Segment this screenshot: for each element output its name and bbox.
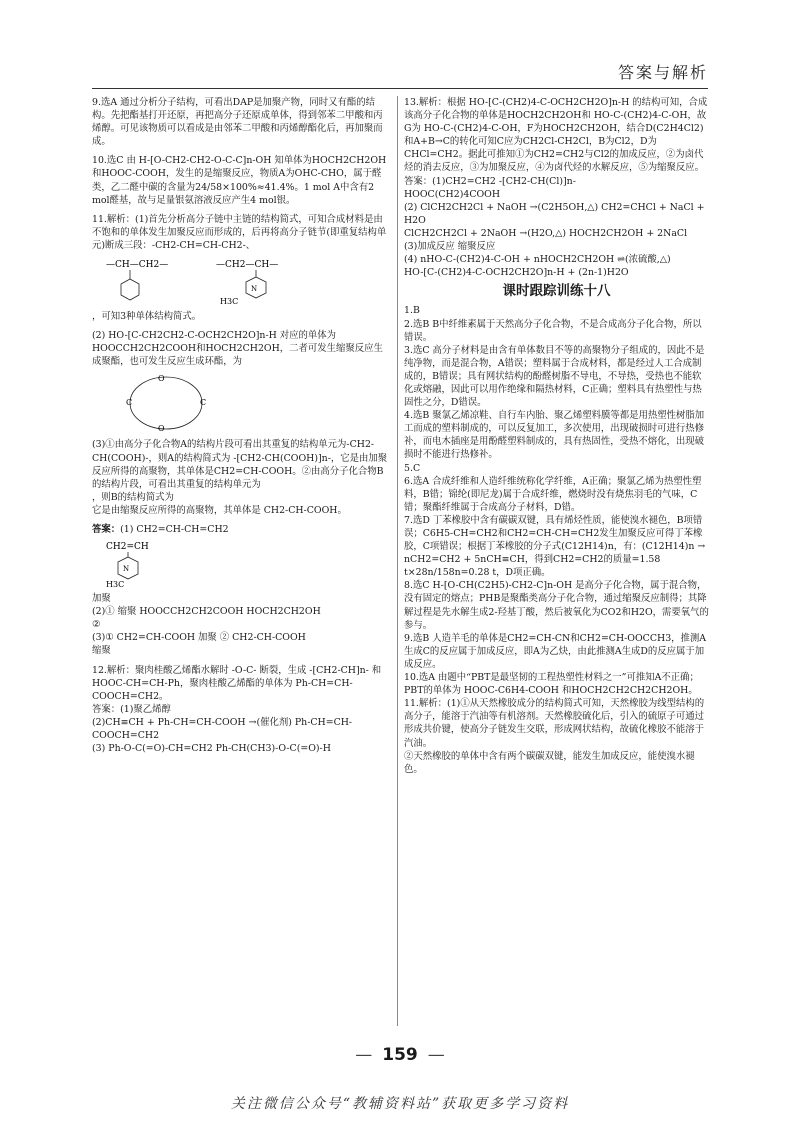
- answer-q13-item4b: HO-[C-(CH2)4-C-OCH2CH2O]n-H + (2n-1)H2O: [404, 267, 629, 279]
- section-title: 课时跟踪训练十八: [502, 283, 611, 300]
- svg-text:H3C: H3C: [220, 297, 239, 307]
- answer-q11-item1-text: (1) CH2=CH-CH=CH2: [120, 523, 229, 535]
- page-number-dash-left: —: [355, 1045, 373, 1065]
- exercise-3: 3.选C 高分子材料是由含有单体数目不等的高聚物分子组成的，因此不是纯净物，而是混合物，A错误；塑料属于合成材料，都是经过人工合成制成的，B错误；具有网状结构的酚醛树脂不导电，不导热，受热也不能软化或熔融，因此可以用作绝缘和隔热材料，C正确；塑料具有热塑性与热固性之分，D错误。: [404, 344, 705, 409]
- svg-text:—CH—CH2—: —CH—CH2—: [106, 260, 169, 271]
- answer-q11-part3c: 它是由缩聚反应所得的高聚物，其单体是 CH2-CH-COOH。: [92, 504, 347, 516]
- answer-q13-item3: (3)加成反应 缩聚反应: [404, 241, 496, 253]
- answer-q11-part3: (3)①由高分子化合物A的结构片段可看出其重复的结构单元为-CH2-CH(COOH)-，则A的结构简式为 -[CH2-CH(COOH)]n-，它是由加聚反应所得的高聚物，其单体是CH2=CH-COOH。②由高分子化合物B的结构片段，可看出其重复的结构单元为: [92, 439, 388, 490]
- exercise-1: 1.B: [404, 305, 420, 317]
- page-number-value: 159: [382, 1045, 418, 1065]
- right-column: [404, 96, 709, 776]
- exercise-11b: ②天然橡胶的单体中含有两个碳碳双键，能发生加成反应，能使溴水褪色。: [404, 750, 695, 775]
- svg-text:N: N: [251, 285, 258, 294]
- answer-q12-item3: (3) Ph-O-C(=O)-CH=CH2 Ph-CH(CH3)-O-C(=O)-H: [92, 743, 331, 755]
- header-rule: [92, 88, 708, 89]
- column-divider: [397, 96, 398, 1026]
- answer-q13-item1b: HOOC(CH2)4COOH: [404, 188, 501, 200]
- exercise-8: 8.选C H-[O-CH(C2H5)-CH2-C]n-OH 是高分子化合物，属于混合物，没有固定的熔点；PHB是聚酯类高分子化合物，通过缩聚反应制得；其降解过程是先水解生成2-羟基丁酸，然后被氧化为CO2和H2O，需要氧气的参与。: [404, 580, 709, 631]
- svg-text:O: O: [158, 374, 165, 384]
- exercise-2: 2.选B B中纤维素属于天然高分子化合物，不是合成高分子化合物，所以错误。: [404, 318, 702, 343]
- answer-q12-item2: (2)CH≡CH + Ph-CH=CH-COOH →(催化剂) Ph-CH=CH-COOCH=CH2: [92, 716, 353, 741]
- answer-q11-item1: [92, 523, 390, 536]
- answer-q11-part1-end: ，可知3种单体结构简式。: [92, 311, 202, 323]
- answer-q11-part2: (2) HO-[C-CH2CH2-C-OCH2CH2O]n-H 对应的单体为HOOCCH2CH2COOH和HOCH2CH2OH，二者可发生缩聚反应生成聚酯，也可发生反应生成环酯，为: [92, 330, 383, 368]
- left-column: [92, 96, 390, 755]
- answer-q13-item2b: ClCH2CH2Cl + 2NaOH →(H2O,△) HOCH2CH2OH + 2NaCl: [404, 227, 688, 239]
- answer-q9: 9.选A 通过分析分子结构，可看出DAP是加聚产物，同时又有酯的结构。先把酯基打开还原，再把高分子还原成单体，得到邻苯二甲酸和丙烯醇。可见该物质可以看成是由邻苯二甲酸和丙烯醇酯化后，再加聚而成。: [92, 97, 383, 148]
- answer-q11-item3b: 缩聚: [92, 645, 111, 657]
- structure-vinylpyridine: [106, 539, 266, 589]
- structure-q11-fragments: [106, 255, 376, 307]
- answer-q11-item3: (3)① CH2=CH-COOH 加聚 ② CH2-CH-COOH: [92, 632, 306, 644]
- svg-text:N: N: [123, 565, 130, 574]
- exercise-9: 9.选B 人造羊毛的单体是CH2=CH-CN和CH2=CH-OOCCH3，推测A生成C的反应属于加成反应，即A为乙炔，由此推测A生成D的反应属于加成反应。: [404, 632, 707, 670]
- exercise-10: 10.选A 由题中“PBT是最坚韧的工程热塑性材料之一”可推知A不正确；PBT的单体为 HOOC-C6H4-COOH 和HOCH2CH2CH2CH2OH。: [404, 672, 699, 697]
- answer-q13-item2: (2) ClCH2CH2Cl + NaOH →(C2H5OH,△) CH2=CHCl + NaCl + H2O: [404, 201, 705, 226]
- answer-label: 答案：: [92, 523, 121, 535]
- answer-q11-part1: 11.解析：(1)首先分析高分子链中主链的结构简式，可知合成材料是由不饱和的单体发生加聚反应而形成的，后再将高分子链节(即重复结构单元)断成三段：-CH2-CH=CH-CH2-、: [92, 213, 387, 251]
- svg-text:O: O: [158, 424, 165, 434]
- svg-text:C: C: [200, 398, 207, 408]
- answer-q11-item1-type: 加聚: [92, 593, 111, 605]
- svg-text:—CH2—CH—: —CH2—CH—: [216, 260, 279, 271]
- exercise-4: 4.选B 聚氯乙烯凉鞋、自行车内胎、聚乙烯塑料膜等都是用热塑性树脂加工而成的塑料制成的，可以反复加工，多次使用，出现破损时可进行热修补，而电木插座是用酚醛塑料制成的，具有热固性，受热不熔化，出现破损时不能进行热修补。: [404, 410, 705, 461]
- answer-q10: 10.选C 由 H-[O-CH2-CH2-O-C-C]n-OH 知单体为HOCH2CH2OH和HOOC-COOH，发生的是缩聚反应，物质A为OHC-CHO，属于醛类，乙二醛中碳的含量为24/58×100%≈41.4%。1 mol A中含有2 mol醛基，故与足量银氨溶液反应产生4 mol银。: [92, 155, 387, 206]
- answer-q11-item2b: ②: [92, 619, 101, 631]
- answer-q11-item2: (2)① 缩聚 HOOCCH2CH2COOH HOCH2CH2OH: [92, 606, 321, 618]
- answer-q13-item1: 答案：(1)CH2=CH2 -[CH2-CH(Cl)]n-: [404, 175, 576, 187]
- answer-q13-item4: (4) nHO-C-(CH2)4-C-OH + nHOCH2CH2OH ⇌(浓硫酸,△): [404, 254, 671, 266]
- exercise-5: 5.C: [404, 462, 421, 474]
- answer-q12-item1: 答案：(1)聚乙烯醇: [92, 703, 171, 715]
- exercise-11: 11.解析：(1)①从天然橡胶成分的结构简式可知，天然橡胶为线型结构的高分子，能溶于汽油等有机溶剂。天然橡胶硫化后，引入的硫原子可通过形成共价键，使高分子链发生交联，形成网状结构，故硫化橡胶不能溶于汽油。: [404, 698, 705, 749]
- exercise-6: 6.选A 合成纤维和人造纤维统称化学纤维，A正确；聚氯乙烯为热塑性塑料，B错；锦纶(即尼龙)属于合成纤维，燃烧时没有烧焦羽毛的气味，C错；聚酯纤维属于合成高分子材料，D错。: [404, 475, 702, 513]
- page-number-dash-right: —: [427, 1045, 445, 1065]
- page-header-title: 答案与解析: [617, 63, 708, 82]
- svg-text:CH2=CH: CH2=CH: [106, 542, 149, 553]
- exercise-7: 7.选D 丁苯橡胶中含有碳碳双键，具有烯烃性质，能使溴水褪色，B项错误；C6H5-CH=CH2和CH2=CH-CH=CH2发生加聚反应可得丁苯橡胶，C项错误；根据丁苯橡胶的分子式(C12H14)n，有：(C12H14)n → nCH2=CH2 + 5nCH≡CH，得到CH2=CH2的质量=1.58 t×28n/158n=0.28 t，D项正确。: [404, 514, 706, 579]
- footer-note: 关注微信公众号“教辅资料站”获取更多学习资料: [230, 1096, 570, 1112]
- answer-q12: 12.解析：聚肉桂酸乙烯酯水解时 -O-C- 断裂，生成 -[CH2-CH]n- 和 HOOC-CH=CH-Ph，聚肉桂酸乙烯酯的单体为 Ph-CH=CH-COOCH=CH2。: [92, 664, 382, 702]
- cyclic-ester-structure: [106, 371, 226, 435]
- page-number: [0, 1045, 800, 1065]
- svg-text:C: C: [126, 398, 133, 408]
- svg-text:H3C: H3C: [106, 580, 125, 590]
- answer-q13: 13.解析：根据 HO-[C-(CH2)4-C-OCH2CH2O]n-H 的结构可知，合成该高分子化合物的单体是HOCH2CH2OH和 HO-C-(CH2)4-C-OH，故G为 HO-C-(CH2)4-C-OH，F为HOCH2CH2OH，结合D(C2H4Cl2)和A+B→C的转化可知C应为CH2Cl-CH2Cl，B为Cl2，D为CHCl=CH2。据此可推知①为CH2=CH2与Cl2的加成反应，②为卤代烃的消去反应，③为加聚反应，④为卤代烃的水解反应，⑤为缩聚反应。: [404, 97, 708, 174]
- answer-q11-part3b: ，则B的结构简式为: [92, 491, 174, 503]
